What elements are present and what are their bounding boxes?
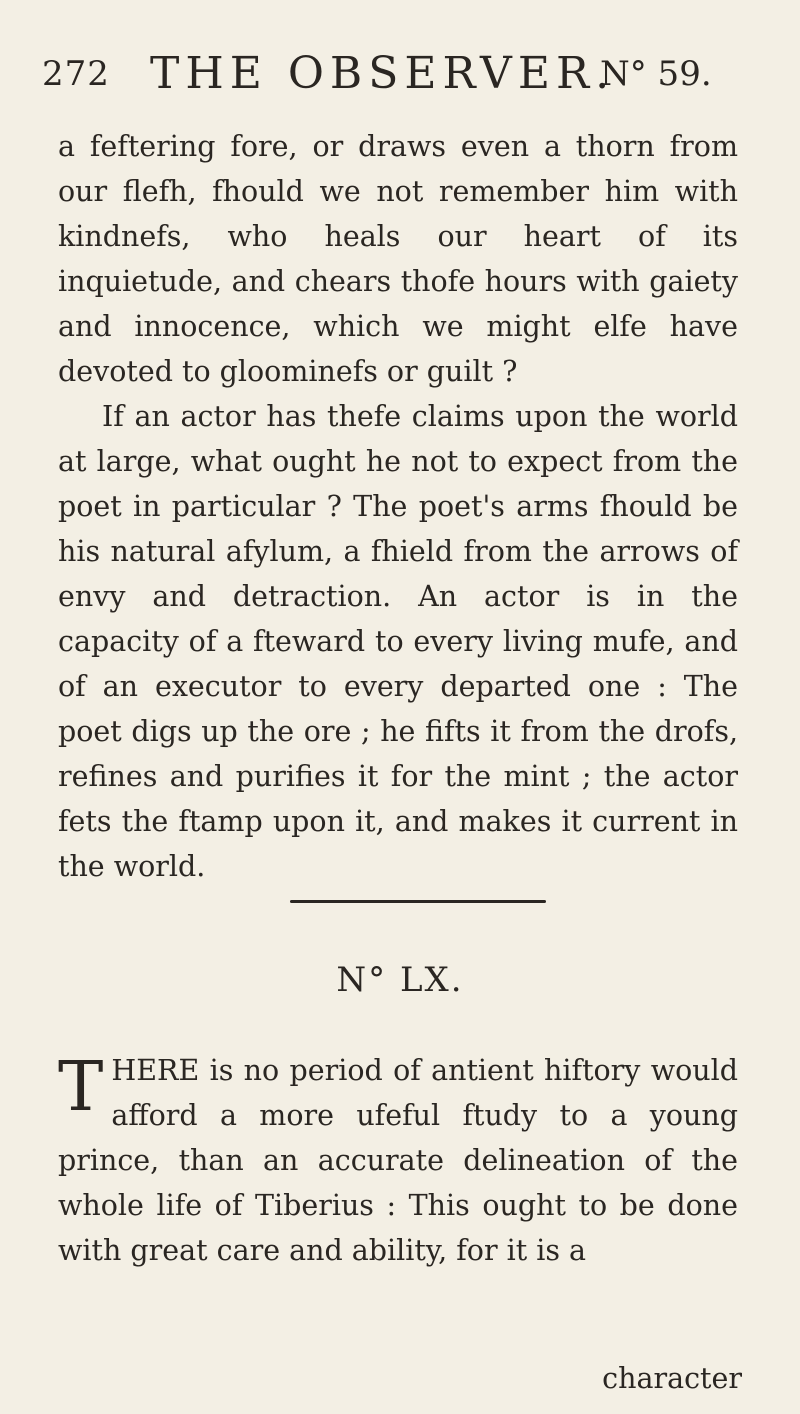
section-divider	[290, 900, 546, 903]
running-title: THE OBSERVER.	[150, 48, 616, 99]
drop-cap: T	[58, 1048, 104, 1127]
paragraph: If an actor has thefe claims upon the world at large, what ought he not to expect from the poet in particular ? The poet's arms fhould be his natural afylum, a fhield from the arrows of envy and detraction. An actor is in the capacity of a fteward to every living mufe, and of an executor to every departed one : The poet digs up the ore ; he fifts it from the drofs, refines and purifies it for the mint ; the actor fets the ftamp upon it, and makes it current in the world.	[58, 400, 738, 883]
running-header	[0, 44, 800, 104]
continued-essay-text	[58, 124, 738, 889]
issue-number: N° 59.	[600, 54, 712, 94]
section-heading: N° LX.	[336, 960, 464, 1000]
page-number: 272	[42, 54, 110, 94]
paragraph: a feftering fore, or draws even a thorn from our flefh, fhould we not remember him with kindnefs, who heals our heart of its inquietude, and chears thofe hours with gaiety and innocence, which we might elfe have devoted to gloominefs or guilt ?	[58, 130, 738, 388]
catchword: character	[602, 1362, 742, 1395]
paragraph: HERE is no period of antient hiftory would afford a more ufeful ftudy to a young prince, than an accurate delineation of the whole life of Tiberius : This ought to be done with great care and ability, for it is a	[58, 1054, 738, 1267]
new-essay-text	[58, 1048, 738, 1273]
